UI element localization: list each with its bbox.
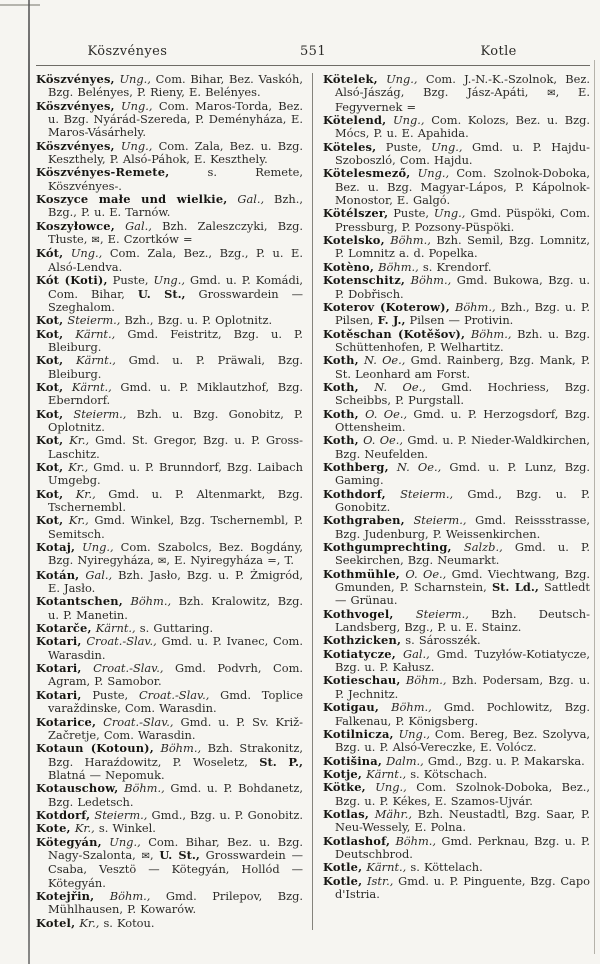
gazetteer-entry bbox=[323, 434, 590, 461]
entry-headword: Koth, bbox=[323, 379, 359, 394]
gazetteer-entry bbox=[36, 100, 303, 140]
entry-text: Com. Bihar, Bez. u. Bzg. Nagy-Szalonta, bbox=[48, 834, 304, 862]
entry-headword: Kotarče, bbox=[36, 621, 92, 636]
gazetteer-page bbox=[36, 0, 590, 930]
page-number: 551 bbox=[299, 44, 326, 59]
entry-text: , E. Fegyvernek = bbox=[335, 85, 590, 114]
gazetteer-entry bbox=[36, 166, 303, 193]
entry-text: Gmd. u. P. Altenmarkt, Bzg. Tschernembl. bbox=[48, 486, 303, 514]
entry-text: , E. Czortków = bbox=[99, 232, 193, 247]
gazetteer-entry bbox=[323, 514, 590, 541]
gazetteer-entry bbox=[36, 488, 303, 515]
entry-text: , E. Nyiregyháza =, T. bbox=[166, 553, 295, 568]
entry-region-abbrev: Böhm., bbox=[465, 326, 512, 341]
entry-text: Gmd. Feistritz, Bzg. u. P. Bleiburg. bbox=[48, 326, 303, 354]
entry-headword: Köszvényes, bbox=[36, 72, 115, 86]
gazetteer-entry bbox=[36, 274, 303, 314]
entry-text: s. Sárosszék. bbox=[401, 633, 481, 648]
entry-text: Gmd. u. P. Seekirchen, Bzg. Neumarkt. bbox=[335, 540, 590, 568]
gazetteer-entry bbox=[323, 728, 590, 755]
entry-region-abbrev: Böhm., bbox=[94, 888, 151, 903]
entry-region-abbrev: Böhm., bbox=[400, 673, 447, 688]
gazetteer-entry bbox=[36, 328, 303, 355]
gazetteer-entry bbox=[323, 207, 590, 234]
gazetteer-entry bbox=[323, 875, 590, 902]
entry-headword: Kote, bbox=[36, 821, 71, 836]
entry-region-abbrev: Ung., bbox=[114, 138, 153, 153]
entry-text: Gmd. u. P. Komádi, Com. Bihar, bbox=[48, 273, 303, 301]
gazetteer-entry bbox=[323, 381, 590, 408]
entry-region-abbrev: Istr., bbox=[362, 873, 394, 888]
entry-text: Puste, bbox=[388, 206, 434, 221]
entry-headword: Kotieschau, bbox=[323, 673, 401, 688]
entry-headword: Kötelek, bbox=[323, 72, 378, 86]
entry-region-abbrev: Kr., bbox=[75, 915, 100, 930]
entry-text: Bzh. u. Bzg. Gonobitz, P. Oplotnitz. bbox=[48, 406, 303, 434]
entry-text: s. Kotou. bbox=[99, 915, 155, 930]
entry-region-abbrev: Kärnt., bbox=[362, 766, 407, 781]
gazetteer-entry bbox=[323, 488, 590, 515]
entry-region-abbrev: Ung., bbox=[153, 273, 185, 288]
entry-region-abbrev: Kärnt., bbox=[91, 621, 136, 636]
posthorn-icon: ✉ bbox=[91, 235, 100, 247]
entry-headword: Kotenschitz, bbox=[323, 273, 406, 288]
gazetteer-entry bbox=[36, 314, 303, 327]
entry-text: Gmd. u. P. Miklautzhof, Bzg. Eberndorf. bbox=[48, 379, 303, 408]
entry-text: s. Guttaring. bbox=[135, 621, 214, 636]
entry-region-abbrev: Steierm., bbox=[404, 513, 467, 528]
entry-headword: Köteles, bbox=[323, 139, 377, 154]
entry-region-abbrev: Böhm., bbox=[153, 741, 202, 756]
entry-region-abbrev: Gal., bbox=[79, 567, 113, 582]
entry-text: Bzh. Deutsch-Landsberg, Bzg., P. u. E. Stainz. bbox=[335, 606, 590, 635]
entry-region-abbrev: Böhm., bbox=[405, 273, 452, 288]
entry-region-abbrev: Kärnt., bbox=[63, 326, 116, 341]
entry-text: Sattledt — Grünau. bbox=[335, 580, 591, 608]
entry-text: Com. Zala, Bez. u. Bzg. Keszthely, P. Alsó-Páhok, E. Keszthely. bbox=[48, 138, 303, 167]
entry-region-abbrev: N. Oe., bbox=[358, 379, 426, 394]
entry-text: Bzh. Strakonitz, Bzg. Haraźdowitz, P. Woseletz, bbox=[48, 741, 303, 769]
entry-region-abbrev: Böhm., bbox=[122, 594, 172, 609]
entry-region-abbrev: Ung., bbox=[410, 166, 450, 181]
gazetteer-entry bbox=[36, 514, 303, 541]
entry-region-abbrev: Croat.-Slav., bbox=[81, 634, 157, 649]
text-columns bbox=[36, 66, 590, 930]
running-head-first-entry: Köszvényes bbox=[87, 44, 168, 59]
entry-region-abbrev: Ung., bbox=[393, 726, 431, 741]
gazetteer-entry bbox=[36, 622, 303, 635]
gazetteer-entry bbox=[323, 261, 590, 274]
entry-region-abbrev: Kr., bbox=[63, 486, 96, 501]
gazetteer-entry bbox=[36, 662, 303, 689]
entry-text: Gmd. Rainberg, Bzg. Mank, P. St. Leonhard am Forst. bbox=[335, 353, 590, 381]
entry-text: , bbox=[149, 847, 160, 862]
gazetteer-entry bbox=[36, 381, 303, 408]
entry-text: Puste, bbox=[107, 273, 154, 288]
entry-text: Gmd. u. P. Herzogsdorf, Bzg. Ottensheim. bbox=[335, 406, 590, 434]
entry-region-abbrev: Steierm., bbox=[90, 807, 148, 822]
entry-text: Gmd. St. Gregor, Bzg. u. P. Gross-Laschitz. bbox=[48, 433, 303, 461]
entry-headword: Kotarice, bbox=[36, 714, 97, 729]
entry-region-abbrev: Mähr., bbox=[369, 806, 412, 821]
gazetteer-entry bbox=[36, 247, 303, 274]
entry-text: Com. Maros-Torda, Bez. u. Bzg. Nyárád-Szereda, P. Deményháza, E. Maros-Vásárhely. bbox=[48, 98, 303, 140]
entry-headword: Kotigau, bbox=[323, 700, 380, 715]
gazetteer-entry bbox=[323, 354, 590, 381]
entry-region-abbrev: N. Oe., bbox=[358, 353, 406, 368]
entry-region-abbrev: Böhm., bbox=[384, 233, 431, 248]
entry-text: Puste, bbox=[81, 687, 139, 702]
entry-text: Gmd. u. P. Ivanec, Com. Warasdin. bbox=[48, 634, 303, 662]
entry-region-abbrev: Croat.-Slav., bbox=[138, 687, 210, 702]
posthorn-icon: ✉ bbox=[158, 556, 167, 568]
entry-headword: Kotle, bbox=[323, 860, 363, 875]
entry-region-abbrev: Kr., bbox=[63, 433, 90, 448]
entry-text: Bzh., Bzg., P. u. E. Tarnów. bbox=[48, 192, 303, 220]
entry-region-abbrev: N. Oe., bbox=[388, 459, 442, 474]
entry-text: Gmd. Perknau, Bzg. u. P. Deutschbrod. bbox=[335, 833, 590, 861]
entry-text: Grosswardein — Csaba, Vesztö — Kötegyán, Hollód — Kötegyán. bbox=[48, 847, 303, 890]
entry-text: Gmd. Reissstrasse, Bzg. Judenburg, P. Weissenkirchen. bbox=[335, 513, 590, 541]
entry-headword: Kothzicken, bbox=[323, 633, 402, 648]
gazetteer-entry bbox=[323, 114, 590, 141]
entry-text: Bzh., Bzg. u. P. Oplotnitz. bbox=[120, 313, 273, 328]
gazetteer-entry bbox=[36, 541, 303, 569]
entry-text: s. Kötschach. bbox=[406, 766, 488, 781]
entry-text: Grosswardein — Szeghalom. bbox=[48, 286, 303, 314]
entry-headword: Kotaj, bbox=[36, 540, 76, 555]
entry-headword: Kotle, bbox=[323, 873, 363, 888]
entry-text: Com. Szolnok-Doboka, Bez., Bzg. u. P. Kékes, E. Szamos-Ujvár. bbox=[335, 780, 590, 808]
entry-region-abbrev: Böhm., bbox=[449, 299, 496, 314]
entry-region-abbrev: Gal., bbox=[395, 646, 430, 661]
gazetteer-entry bbox=[36, 782, 303, 809]
entry-text: Gmd. Pochlowitz, Bzg. Falkenau, P. Königsberg. bbox=[335, 700, 591, 728]
gazetteer-entry bbox=[323, 408, 590, 435]
column-left bbox=[36, 73, 312, 930]
entry-headword: Kötelend, bbox=[323, 113, 387, 128]
entry-text: Puste, bbox=[376, 139, 432, 154]
entry-text: Com. Szolnok-Doboka, Bez. u. Bzg. Magyar-Lápos, P. Kápolnok-Monostor, E. Galgó. bbox=[335, 166, 590, 208]
entry-headword: Koterov (Koterow), bbox=[323, 299, 450, 314]
entry-region-abbrev: Kr., bbox=[63, 513, 89, 528]
entry-region-abbrev: Kärnt., bbox=[362, 860, 407, 875]
entry-region-abbrev: Böhm., bbox=[379, 700, 432, 715]
entry-headword: Koszyłowce, bbox=[36, 218, 115, 233]
entry-region-abbrev: Ung., bbox=[365, 780, 407, 795]
gazetteer-entry bbox=[323, 328, 590, 355]
gazetteer-entry bbox=[36, 742, 303, 782]
entry-text: Gmd. Viechtwang, Bzg. Gmunden, P. Scharnstein, bbox=[335, 566, 591, 595]
entry-region-abbrev: Croat.-Slav., bbox=[96, 714, 174, 729]
gazetteer-entry bbox=[323, 768, 590, 781]
entry-headword: Kotěschan (Kotěšov), bbox=[323, 326, 466, 341]
entry-region-abbrev: Steierm., bbox=[63, 406, 127, 421]
entry-headword: Kotejřin, bbox=[36, 888, 95, 903]
entry-text: Bzh. Zaleszczyki, Bzg. Tłuste, bbox=[48, 218, 303, 247]
entry-headword: Kötke, bbox=[323, 780, 366, 795]
entry-headword: Kotiatycze, bbox=[323, 646, 396, 661]
entry-text: Blatná — Nepomuk. bbox=[48, 767, 165, 782]
gazetteer-entry bbox=[323, 73, 590, 114]
entry-text: Com. Bihar, Bez. Vaskóh, Bzg. Belényes, P. Rieny, E. Belényes. bbox=[48, 72, 303, 100]
gazetteer-entry bbox=[323, 234, 590, 261]
gazetteer-entry bbox=[36, 408, 303, 435]
gazetteer-entry bbox=[36, 635, 303, 662]
entry-headword: Kotdorf, bbox=[36, 807, 91, 822]
gazetteer-entry bbox=[323, 461, 590, 488]
entry-headword: Kot, bbox=[36, 433, 64, 448]
entry-headword: Koth, bbox=[323, 433, 359, 448]
entry-railway-abbrev: F. J., bbox=[377, 313, 406, 328]
gazetteer-entry bbox=[323, 674, 590, 701]
entry-headword: Kothberg, bbox=[323, 459, 389, 474]
posthorn-icon: ✉ bbox=[141, 850, 150, 862]
entry-text: Gmd. u. P. Hajdu-Szoboszló, Com. Hajdu. bbox=[335, 139, 590, 168]
entry-headword: Kot, bbox=[36, 326, 64, 341]
gazetteer-entry bbox=[323, 274, 590, 301]
entry-region-abbrev: Dalm., bbox=[382, 753, 424, 768]
entry-headword: Kot, bbox=[36, 459, 64, 474]
entry-headword: Kotišina, bbox=[323, 753, 383, 768]
entry-text: Com. Kolozs, Bez. u. Bzg. Mócs, P. u. E. Apahida. bbox=[335, 113, 590, 141]
entry-region-abbrev: Kärnt., bbox=[63, 353, 116, 368]
entry-text: Gmd. u. P. Bohdanetz, Bzg. Ledetsch. bbox=[48, 781, 303, 809]
entry-text: Gmd. Püspöki, Com. Pressburg, P. Pozsony-Püspöki. bbox=[335, 206, 590, 234]
entry-headword: Kotaun (Kotoun), bbox=[36, 741, 154, 756]
gazetteer-entry bbox=[323, 808, 590, 835]
gazetteer-entry bbox=[36, 716, 303, 743]
gazetteer-entry bbox=[323, 701, 590, 728]
entry-railway-abbrev: St. P., bbox=[259, 754, 303, 769]
entry-text: Gmd. u. P. Brunndorf, Bzg. Laibach Umgebg. bbox=[48, 459, 303, 488]
entry-headword: Kót (Koti), bbox=[36, 273, 108, 288]
entry-text: Bzh. Jasło, Bzg. u. P. Żmigród, E. Jasło. bbox=[48, 567, 303, 596]
entry-text: Bzh. Semil, Bzg. Lomnitz, P. Lomnitz a. d. Popelka. bbox=[335, 233, 590, 261]
entry-headword: Kotel, bbox=[36, 915, 76, 930]
gazetteer-entry bbox=[36, 73, 303, 100]
entry-region-abbrev: Ung., bbox=[114, 72, 151, 86]
entry-headword: Kot, bbox=[36, 353, 64, 368]
entry-headword: Kotán, bbox=[36, 567, 80, 582]
scan-edge-line-left bbox=[28, 0, 30, 964]
entry-text: Gmd. u. P. Pinguente, Bzg. Capo d'Istria. bbox=[335, 873, 590, 901]
entry-text: Gmd. Winkel, Bzg. Tschernembl, P. Semitsch. bbox=[48, 513, 303, 541]
entry-region-abbrev: Croat.-Slav., bbox=[81, 661, 164, 676]
entry-text: Gmd. Tuzyłów-Kotiatycze, Bzg. u. P. Kałusz. bbox=[335, 646, 590, 675]
gazetteer-entry bbox=[323, 568, 590, 608]
entry-headword: Koszyce małe und wielkie, bbox=[36, 192, 228, 207]
entry-region-abbrev: Ung., bbox=[377, 72, 418, 86]
entry-text: Gmd. u. P. Nieder-Waldkirchen, Bzg. Neufelden. bbox=[335, 433, 590, 461]
gazetteer-entry bbox=[36, 917, 303, 930]
entry-headword: Kot, bbox=[36, 379, 64, 394]
entry-headword: Kotantschen, bbox=[36, 594, 123, 609]
gazetteer-entry bbox=[323, 541, 590, 568]
entry-text: Bzh. u. Bzg. Schüttenhofen, P. Welhartitz. bbox=[335, 326, 590, 354]
gazetteer-entry bbox=[36, 220, 303, 248]
entry-headword: Kothvogel, bbox=[323, 606, 394, 621]
entry-headword: Koth, bbox=[323, 353, 359, 368]
entry-region-abbrev: Steierm., bbox=[393, 606, 469, 621]
scan-edge-line-right bbox=[594, 60, 595, 954]
gazetteer-entry bbox=[323, 141, 590, 168]
entry-headword: Kothmühle, bbox=[323, 566, 400, 581]
entry-region-abbrev: Ung., bbox=[63, 246, 103, 261]
gazetteer-entry bbox=[36, 822, 303, 835]
entry-text: s. Winkel. bbox=[94, 821, 156, 836]
entry-headword: Kötegyán, bbox=[36, 834, 102, 849]
entry-headword: Kotlashof, bbox=[323, 833, 391, 848]
entry-headword: Kotilnicza, bbox=[323, 726, 394, 741]
gazetteer-entry bbox=[323, 755, 590, 768]
entry-headword: Koth, bbox=[323, 406, 359, 421]
gazetteer-entry bbox=[36, 689, 303, 716]
entry-headword: Kotlas, bbox=[323, 806, 369, 821]
entry-region-abbrev: Gal., bbox=[114, 218, 152, 233]
entry-text: Gmd., Bzg. u. P. Gonobitz. bbox=[147, 807, 303, 822]
entry-text: s. Krendorf. bbox=[418, 259, 492, 274]
entry-text: Pilsen — Protivin. bbox=[405, 313, 514, 328]
entry-railway-abbrev: U. St., bbox=[137, 286, 186, 301]
entry-text: Gmd., Bzg. u. P. Makarska. bbox=[423, 753, 585, 768]
gazetteer-entry bbox=[36, 569, 303, 596]
entry-text: s. Remete, Köszvényes-. bbox=[48, 165, 303, 193]
entry-text: Gmd. Toplice varaždinske, Com. Warasdin. bbox=[48, 687, 303, 716]
gazetteer-entry bbox=[36, 809, 303, 822]
entry-headword: Köszvényes, bbox=[36, 98, 115, 113]
entry-headword: Kót, bbox=[36, 246, 64, 261]
entry-text: Bzh. Kralowitz, Bzg. u. P. Manetin. bbox=[48, 594, 303, 622]
entry-headword: Kothgumprechting, bbox=[323, 540, 452, 555]
gazetteer-entry bbox=[36, 461, 303, 488]
column-right bbox=[312, 73, 590, 930]
entry-headword: Kotauschow, bbox=[36, 781, 119, 796]
entry-region-abbrev: Ung., bbox=[114, 98, 153, 113]
entry-headword: Kot, bbox=[36, 486, 64, 501]
entry-region-abbrev: O. Oe., bbox=[399, 566, 447, 581]
entry-text: Gmd. u. P. Präwali, Bzg. Bleiburg. bbox=[48, 353, 303, 381]
entry-headword: Kotelsko, bbox=[323, 233, 385, 248]
entry-headword: Kotje, bbox=[323, 766, 363, 781]
gazetteer-entry bbox=[36, 193, 303, 220]
gazetteer-entry bbox=[323, 608, 590, 635]
entry-headword: Köszvényes-Remete, bbox=[36, 165, 170, 180]
gazetteer-entry bbox=[323, 781, 590, 808]
entry-region-abbrev: Ung., bbox=[75, 540, 114, 555]
entry-text: Com. Bereg, Bez. Szolyva, Bzg. u. P. Alsó-Vereczke, E. Volócz. bbox=[335, 726, 590, 755]
entry-headword: Kot, bbox=[36, 313, 64, 328]
entry-headword: Kothdorf, bbox=[323, 486, 386, 501]
entry-headword: Kötelesmező, bbox=[323, 166, 411, 181]
entry-region-abbrev: Gal., bbox=[227, 192, 265, 207]
entry-headword: Kothgraben, bbox=[323, 513, 405, 528]
gazetteer-entry bbox=[36, 354, 303, 381]
entry-railway-abbrev: St. Ld., bbox=[491, 580, 539, 595]
entry-region-abbrev: Ung., bbox=[431, 139, 463, 154]
entry-region-abbrev: Steierm., bbox=[385, 486, 454, 501]
gazetteer-entry bbox=[323, 835, 590, 862]
entry-headword: Kotari, bbox=[36, 634, 82, 649]
entry-region-abbrev: Steierm., bbox=[63, 313, 121, 328]
entry-railway-abbrev: U. St., bbox=[159, 847, 200, 862]
entry-text: Gmd. u. P. Sv. Križ-Začretje, Com. Warasdin. bbox=[48, 714, 303, 742]
entry-region-abbrev: Kr., bbox=[63, 459, 89, 474]
gazetteer-entry bbox=[36, 890, 303, 917]
gazetteer-entry bbox=[323, 634, 590, 647]
entry-text: Com. Zala, Bez., Bzg., P. u. E. Alsó-Lendva. bbox=[48, 246, 303, 274]
entry-text: Com. Szabolcs, Bez. Bogdány, Bzg. Nyiregyháza, bbox=[48, 540, 303, 568]
gazetteer-entry bbox=[323, 301, 590, 328]
entry-text: Com. J.-N.-K.-Szolnok, Bez. Alsó-Jászág, Bzg. Jász-Apáti, bbox=[335, 72, 591, 100]
entry-region-abbrev: O. Oe., bbox=[358, 433, 404, 448]
running-head bbox=[36, 0, 590, 66]
gazetteer-entry bbox=[36, 836, 303, 890]
entry-text: Gmd. Bukowa, Bzg. u. P. Dobřisch. bbox=[335, 273, 590, 301]
entry-region-abbrev: Böhm., bbox=[118, 781, 165, 796]
entry-text: Gmd. Prilepov, Bzg. Mühlhausen, P. Kowarów. bbox=[48, 888, 303, 917]
entry-headword: Kotari, bbox=[36, 661, 82, 676]
gazetteer-entry bbox=[36, 140, 303, 167]
entry-region-abbrev: Salzb., bbox=[451, 540, 503, 555]
entry-region-abbrev: Böhm., bbox=[390, 833, 437, 848]
gazetteer-entry bbox=[36, 434, 303, 461]
entry-region-abbrev: Ung., bbox=[101, 834, 141, 849]
entry-headword: Kötélszer, bbox=[323, 206, 389, 221]
entry-region-abbrev: Ung., bbox=[433, 206, 466, 221]
gazetteer-entry bbox=[323, 648, 590, 675]
entry-headword: Kotari, bbox=[36, 687, 82, 702]
entry-text: Bzh. Neustadtl, Bzg. Saar, P. Neu-Wessely, E. Polna. bbox=[335, 806, 590, 835]
entry-region-abbrev: Böhm., bbox=[374, 259, 419, 274]
entry-text: Bzh. Podersam, Bzg. u. P. Jechnitz. bbox=[335, 673, 590, 701]
entry-text: Bzh., Bzg. u. P. Pilsen, bbox=[335, 299, 590, 328]
entry-headword: Köszvényes, bbox=[36, 138, 115, 153]
entry-region-abbrev: Ung., bbox=[386, 113, 425, 128]
gazetteer-entry bbox=[36, 595, 303, 622]
entry-text: Gmd. Hochriess, Bzg. Scheibbs, P. Purgstall. bbox=[335, 379, 591, 408]
entry-headword: Kot, bbox=[36, 406, 64, 421]
entry-text: Gmd. u. P. Lunz, Bzg. Gaming. bbox=[335, 459, 591, 488]
gazetteer-entry bbox=[323, 167, 590, 207]
entry-text: Gmd., Bzg. u. P. Gonobitz. bbox=[335, 486, 590, 514]
entry-region-abbrev: O. Oe., bbox=[358, 406, 408, 421]
entry-region-abbrev: Kr., bbox=[70, 821, 95, 836]
entry-headword: Kotèno, bbox=[323, 259, 375, 274]
entry-headword: Kot, bbox=[36, 513, 64, 528]
posthorn-icon: ✉ bbox=[547, 88, 556, 100]
gazetteer-entry bbox=[323, 861, 590, 874]
running-head-last-entry: Kotle bbox=[480, 44, 517, 59]
entry-text: s. Köttelach. bbox=[406, 860, 483, 875]
entry-text: Gmd. Podvrh, Com. Agram, P. Samobor. bbox=[48, 661, 303, 689]
scan-artifact-dash bbox=[0, 4, 40, 6]
entry-region-abbrev: Kärnt., bbox=[63, 379, 112, 394]
